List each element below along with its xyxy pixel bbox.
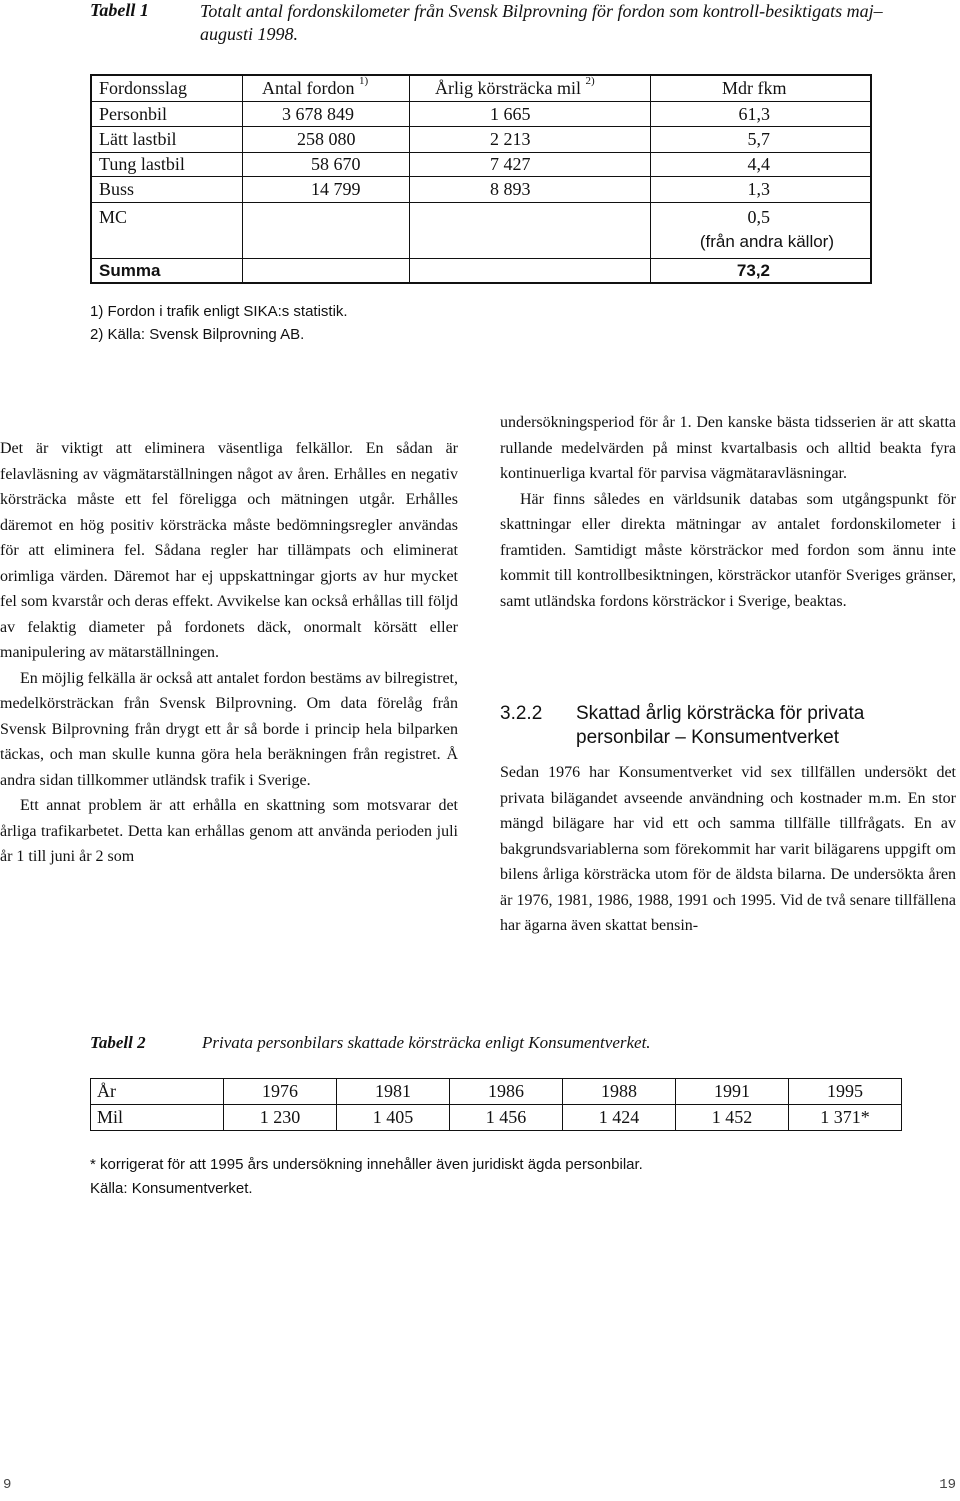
- left-column: [0, 436, 458, 870]
- paragraph: undersökningsperiod för år 1. Den kanske bästa tidsserien är att skatta rullande medelvärden på minst kvartalbasis och alltid beakta fyra kontinuerliga kvartal för parvisa vägmätaravläsningar.: [500, 414, 956, 482]
- table1-rule: [92, 126, 870, 127]
- cell-type: Lätt lastbil: [99, 129, 177, 149]
- cell-type: Personbil: [99, 104, 168, 124]
- right-column-bottom: [500, 760, 956, 939]
- header-count: Antal fordon $^{1)}$: [262, 75, 369, 98]
- cell-distance: 2 213: [490, 129, 531, 149]
- cell-total: 61,3: [738, 104, 770, 124]
- table2: [90, 1078, 902, 1131]
- cell-count: 14 799: [311, 179, 361, 199]
- page-number-left: 9: [3, 1477, 12, 1493]
- section-number: 3.2.2: [500, 703, 543, 724]
- table2-caption: Privata personbilars skattade körsträcka enligt Konsumentverket.: [202, 1033, 651, 1052]
- cell-distance: 1 665: [490, 104, 531, 124]
- table1-rule: [92, 176, 870, 177]
- section-title-line1: Skattad årlig körsträcka för privata: [576, 703, 865, 724]
- table2-values-row: [91, 1105, 902, 1131]
- header-annual-distance: Årlig körsträcka mil $^{2)}$: [435, 75, 595, 98]
- value-cell: 1 456: [450, 1105, 563, 1131]
- table1-rule: [92, 101, 870, 102]
- paragraph: En möjlig felkälla är också att antalet fordon bestäms av bilregistret, medelkörsträckan från Svensk Bilprovning. Om data förelåg från Svensk Bilprovning från drygt ett år så borde i princip hela bilparken täckas, och man skulle kunna göra hela beräkningen från registret. Å andra sidan tillkommer utländsk trafik i Sverige.: [0, 669, 458, 789]
- header-vehicle-type: Fordonsslag: [99, 78, 188, 98]
- year-cell: 1986: [450, 1079, 563, 1105]
- year-cell: 1988: [563, 1079, 676, 1105]
- cell-count: 258 080: [297, 129, 356, 149]
- paragraph: Det är viktigt att eliminera väsentliga felkällor. En sådan är felavläsning av vägmätarställningen något av åren. Erhålles en negativ körsträcka måste ett fel föreligga och mätningen utgår. Erhålles däremot en hög positiv körsträcka måste bedömningsregler användas för att eliminera fel. Sådana regler har tillämpats och eliminerat orimliga värden. Däremot har ej uppskattningar gjorts av hur mycket fel som kvarstår och deras effekt. Avvikelse kan också erhållas till följd av felaktig diameter på fordonets däck, onormalt körsätt eller manipulering av mätarställningen.: [0, 440, 458, 661]
- cell-type: MC: [99, 207, 128, 227]
- value-cell: 1 405: [337, 1105, 450, 1131]
- table1-rule: [92, 202, 870, 203]
- table1-rule: [92, 258, 870, 259]
- sum-value: 73,2: [736, 261, 770, 280]
- table1: [90, 74, 872, 284]
- cell-total: 5,7: [747, 129, 770, 149]
- value-cell: 1 424: [563, 1105, 676, 1131]
- cell-total: 4,4: [747, 154, 770, 174]
- sum-label: Summa: [99, 261, 161, 280]
- row-label-mil: Mil: [91, 1105, 224, 1131]
- table2-years-row: [91, 1079, 902, 1105]
- section-heading: [500, 702, 940, 750]
- cell-total: 1,3: [747, 179, 770, 199]
- table1-divider: [650, 76, 651, 282]
- value-cell: 1 230: [224, 1105, 337, 1131]
- paragraph: Här finns således en världsunik databas som utgångspunkt för skattningar eller direkta mätningar av antalet fordonskilometer i framtiden. Samtidigt måste körsträckor med fordon som ännu inte kommit till kontrollbesiktningen, körsträckor utanför Sveriges gränser, samt utländska fordons körsträckor i Sverige, beaktas.: [500, 490, 956, 610]
- year-cell: 1976: [224, 1079, 337, 1105]
- table1-footnote: 1) Fordon i trafik enligt SIKA:s statistik.: [90, 303, 348, 320]
- cell-type: Tung lastbil: [99, 154, 185, 174]
- value-cell: 1 452: [676, 1105, 789, 1131]
- section-title-line2: personbilar – Konsumentverket: [576, 727, 839, 748]
- table1-footnote: 2) Källa: Svensk Bilprovning AB.: [90, 326, 305, 343]
- table2-label: Tabell 2: [90, 1033, 146, 1052]
- cell-distance: 8 893: [490, 179, 531, 199]
- value-cell: 1 371*: [789, 1105, 902, 1131]
- table1-divider: [242, 76, 243, 282]
- cell-total: 0,5: [747, 207, 770, 227]
- table1-divider: [409, 76, 410, 282]
- table2-source: Källa: Konsumentverket.: [90, 1180, 253, 1197]
- table1-rule: [92, 152, 870, 153]
- paragraph: Sedan 1976 har Konsumentverket vid sex tillfällen undersökt det privata bilägandet avseende användning och kostnader m.m. En stor mängd bilägare har vid ett och samma tillfälle tillfrågats. En av bakgrundsvariablerna som förekommit har varit bilägarens uppgift om bilens årliga körsträcka utom för de äldsta bilarna. De undersökta åren är 1976, 1981, 1986, 1988, 1991 och 1995. Vid de två senare tillfällena har ägarna även skattat bensin-: [500, 764, 956, 934]
- cell-distance: 7 427: [490, 154, 531, 174]
- right-column-top: [500, 410, 956, 614]
- table1-label: Tabell 1: [90, 0, 149, 20]
- cell-type: Buss: [99, 179, 135, 199]
- year-cell: 1991: [676, 1079, 789, 1105]
- row-label-year: År: [91, 1079, 224, 1105]
- table2-note: * korrigerat för att 1995 års undersökning innehåller även juridiskt ägda personbilar.: [90, 1156, 643, 1173]
- cell-count: 58 670: [311, 154, 361, 174]
- table1-caption: Totalt antal fordonskilometer från Svensk Bilprovning för fordon som kontroll-besiktigats maj–augusti 1998.: [200, 1, 883, 44]
- year-cell: 1995: [789, 1079, 902, 1105]
- mc-source-note: (från andra källor): [699, 232, 834, 251]
- page-number-right: 19: [939, 1477, 956, 1493]
- paragraph: Ett annat problem är att erhålla en skattning som motsvarar det årliga trafikarbetet. Detta kan erhållas genom att använda perioden juli år 1 till juni år 2 som: [0, 797, 458, 865]
- cell-count: 3 678 849: [282, 104, 354, 124]
- header-total: Mdr fkm: [722, 78, 787, 98]
- year-cell: 1981: [337, 1079, 450, 1105]
